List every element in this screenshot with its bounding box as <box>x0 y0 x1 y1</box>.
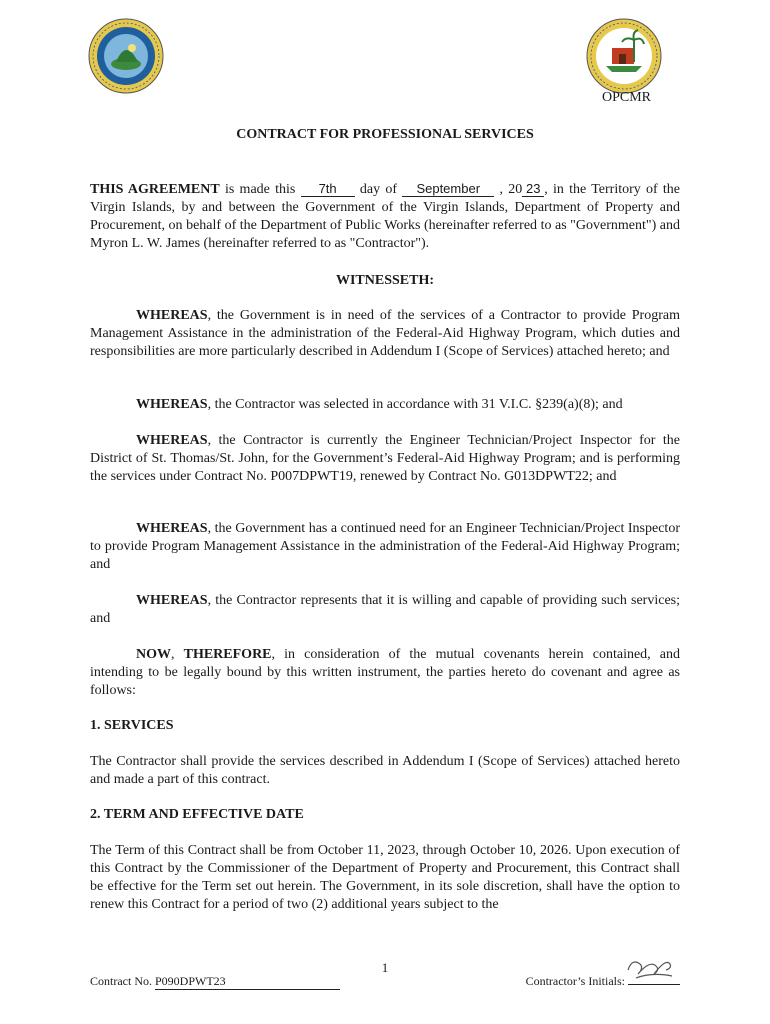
whereas-clause <box>90 520 680 574</box>
whereas-clause <box>90 592 680 628</box>
contract-number-value: P090DPWT23 <box>155 974 340 990</box>
page-number: 1 <box>381 960 389 975</box>
witnesseth-heading: WITNESSETH: <box>335 273 435 288</box>
whereas-clause <box>90 396 680 414</box>
contract-number-label: Contract No. <box>90 974 155 988</box>
department-seal-icon <box>586 18 662 94</box>
whereas-clause <box>90 432 680 486</box>
whereas-keyword: WHEREAS <box>136 308 208 323</box>
office-code-label: OPCMR <box>601 90 651 105</box>
now-keyword: NOW <box>136 647 171 662</box>
therefore-keyword: THEREFORE <box>183 647 272 662</box>
intro-text-3: , 20 <box>494 182 523 197</box>
intro-lead: THIS AGREEMENT <box>90 182 220 197</box>
whereas-keyword: WHEREAS <box>136 521 208 536</box>
whereas-text: , the Government has a continued need for an Engineer Technician/Project Inspector to provide Program Management Assistance in the administration of the Federal-Aid Highway Program; and <box>90 521 680 572</box>
intro-text-2: day of <box>354 182 403 197</box>
section-text-term: The Term of this Contract shall be from October 11, 2023, through October 10, 2026. Upon execution of this Contract by the Commissioner of the Department of Property and Procurement, this Contract shall be effective for the Term set out herein. The Government, in its sole discretion, shall have the option to renew this Contract for a period of two (2) additional years subject to the <box>90 843 680 912</box>
section-heading-term: 2. TERM AND EFFECTIVE DATE <box>90 807 304 822</box>
now-therefore-text: , in consideration of the mutual covenants herein contained, and intending to be legally bound by this written instrument, the parties hereto do covenant and agree as follows: <box>90 647 680 698</box>
whereas-text: , the Contractor was selected in accordance with 31 V.I.C. §239(a)(8); and <box>207 397 623 412</box>
agreement-intro <box>90 181 680 253</box>
day-field[interactable]: 7th <box>301 182 355 197</box>
whereas-text: , the Contractor is currently the Engineer Technician/Project Inspector for the District of St. Thomas/St. John, for the Government’s Federal-Aid Highway Program; and is performing the services under Contract No. P007DPWT19, renewed by Contract No. G013DPWT22; and <box>90 433 680 484</box>
whereas-text: , the Government is in need of the services of a Contractor to provide Program Management Assistance in the administration of the Federal-Aid Highway Program, which duties and responsibilities are more particularly described in Addendum I (Scope of Services) attached hereto; and <box>90 308 680 359</box>
whereas-clause <box>90 307 680 361</box>
month-field[interactable]: September <box>402 182 494 197</box>
section-text-services: The Contractor shall provide the services described in Addendum I (Scope of Services) attached hereto and made a part of this contract. <box>90 754 680 787</box>
whereas-keyword: WHEREAS <box>136 433 208 448</box>
whereas-keyword: WHEREAS <box>136 397 208 412</box>
initials-field[interactable] <box>628 984 680 985</box>
government-seal-icon <box>88 18 164 94</box>
initials-signature <box>622 952 680 982</box>
intro-text-1: is made this <box>219 182 301 197</box>
whereas-keyword: WHEREAS <box>136 593 208 608</box>
document-title: CONTRACT FOR PROFESSIONAL SERVICES <box>236 127 534 142</box>
whereas-text: , the Contractor represents that it is willing and capable of providing such services; and <box>90 593 680 626</box>
intro-text-4: , in the Territory of the Virgin Islands, by and between the Government of the Virgin Islands, Department of Property and Procurement, on behalf of the Department of Public Works (hereinafter referred to as "Government") and Myron L. W. James (hereinafter referred to as "Contractor"). <box>90 182 681 251</box>
now-therefore-clause <box>90 646 680 700</box>
section-heading-services: 1. SERVICES <box>90 718 174 733</box>
contract-number <box>90 974 340 990</box>
page-footer <box>90 960 680 1000</box>
now-comma: , <box>171 647 184 662</box>
year-field[interactable]: 23 <box>522 182 544 197</box>
initials-label: Contractor’s Initials: <box>525 974 628 988</box>
